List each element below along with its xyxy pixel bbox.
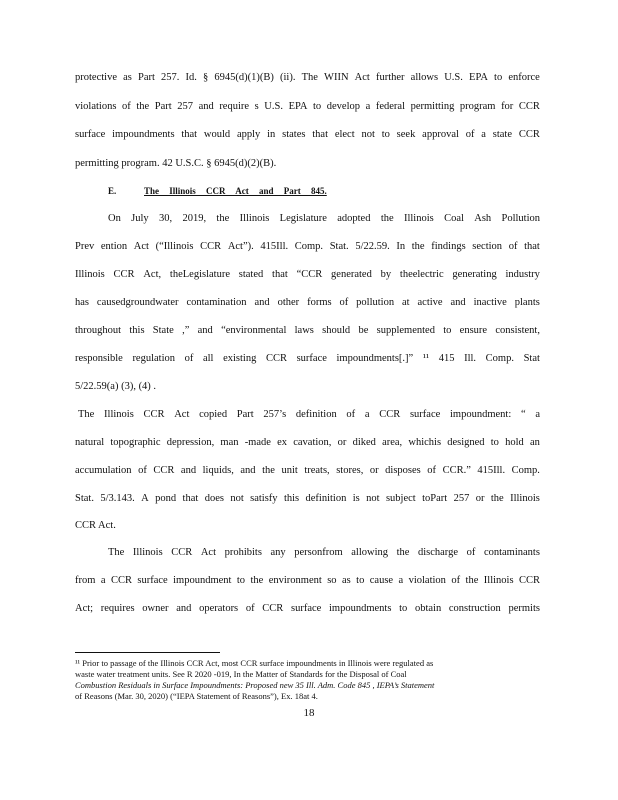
body-line: Illinois CCR Act, theLegislature stated that “CCR generated by theelectric generating industry: [75, 269, 540, 280]
body-line: natural topographic depression, man -made ex cavation, or diked area, whichis designed to hold an: [75, 437, 540, 448]
section-heading: [108, 186, 327, 196]
footnote-line: ¹¹ Prior to passage of the Illinois CCR Act, most CCR surface impoundments in Illinois were regulated as: [75, 658, 434, 668]
footnote-line: of Reasons (Mar. 30, 2020) (“IEPA Statement of Reasons”), Ex. 18at 4.: [75, 691, 318, 701]
footnote-line: waste water treatment units. See R 2020 -019, In the Matter of Standards for the Disposal of Coal: [75, 669, 407, 679]
section-title: The Illinois CCR Act and Part 845.: [144, 186, 327, 196]
body-line: responsible regulation of all existing CCR surface impoundments[.]” ¹¹ 415 Ill. Comp. Stat: [75, 353, 540, 364]
body-line: surface impoundments that would apply in states that elect not to seek approval of a state CCR: [75, 129, 540, 140]
body-line: The Illinois CCR Act copied Part 257’s definition of a CCR surface impoundment: “ a: [78, 409, 540, 420]
body-line: has causedgroundwater contamination and other forms of pollution at active and inactive plants: [75, 297, 540, 308]
footnote-divider: [75, 652, 220, 653]
body-line: throughout this State ,” and “environmental laws should be supplemented to ensure consistent,: [75, 325, 540, 336]
body-line: permitting program. 42 U.S.C. § 6945(d)(2)(B).: [75, 158, 277, 169]
body-line: CCR Act.: [75, 520, 116, 531]
section-number: E.: [108, 186, 117, 196]
body-line: The Illinois CCR Act prohibits any personfrom allowing the discharge of contaminants: [108, 547, 540, 558]
body-line: protective as Part 257. Id. § 6945(d)(1)(B) (ii). The WIIN Act further allows U.S. EPA to enforce: [75, 72, 540, 83]
body-line: On July 30, 2019, the Illinois Legislature adopted the Illinois Coal Ash Pollution: [108, 213, 540, 224]
body-line: 5/22.59(a) (3), (4) .: [75, 381, 157, 392]
footnote-line: Combustion Residuals in Surface Impoundments: Proposed new 35 Ill. Adm. Code 845 , IEPA’s Statement: [75, 680, 435, 690]
body-line: accumulation of CCR and liquids, and the unit treats, stores, or disposes of CCR.” 415Ill. Comp.: [75, 465, 540, 476]
body-line: Prev ention Act (“Illinois CCR Act”). 415Ill. Comp. Stat. 5/22.59. In the findings section of that: [75, 241, 540, 252]
body-line: violations of the Part 257 and require s U.S. EPA to develop a federal permitting program for CCR: [75, 101, 540, 112]
body-line: Stat. 5/3.143. A pond that does not satisfy this definition is not subject toPart 257 or the Illinois: [75, 493, 540, 504]
page-number: 18: [303, 707, 315, 719]
body-line: from a CCR surface impoundment to the environment so as to cause a violation of the Illinois CCR: [75, 575, 540, 586]
body-line: Act; requires owner and operators of CCR surface impoundments to obtain construction permits: [75, 603, 540, 614]
